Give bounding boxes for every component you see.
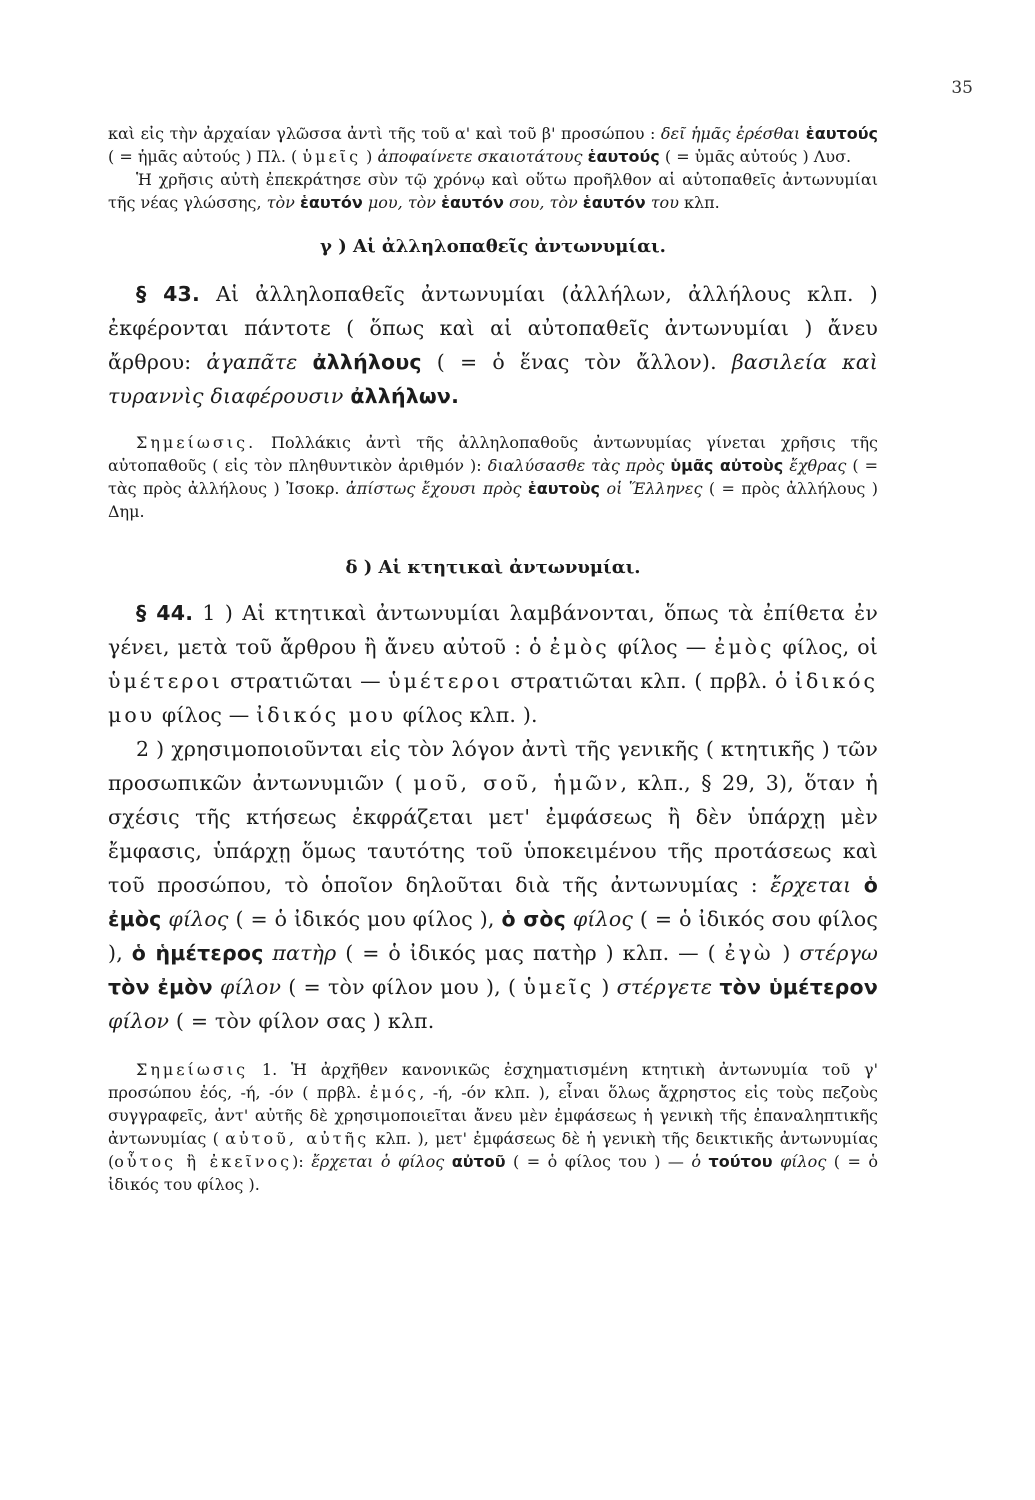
- text: , κλπ., § 29, 3), ὅταν ἡ σχέσις τῆς κτήσεως ἐκφράζεται μετ' ἐμφάσεως ἢ δὲν ὑπάρχῃ μὲν ἔμφασις, ὑπάρχῃ ὅμως ταυτότης τοῦ ὑποκειμένου τῆς προτάσεως καὶ τοῦ προσώπου, τὸ ὁποῖον δηλοῦται διὰ τῆς ἀντωνυμίας :: [108, 771, 878, 897]
- spaced-term: ὑμέτεροι: [108, 669, 223, 693]
- example: ἀποφαίνετε σκαιοτάτους: [377, 147, 583, 166]
- text: καὶ εἰς τὴν ἀρχαίαν γλῶσσα ἀντὶ τῆς τοῦ α' καὶ τοῦ β' προσώπου :: [108, 124, 661, 143]
- spaced-term: ἐμὸς: [549, 635, 610, 659]
- text: φίλος —: [155, 703, 257, 727]
- example: ὁ: [691, 1152, 702, 1171]
- text: ): [594, 975, 617, 999]
- text: ( = τὸν φίλον σας ) κλπ.: [169, 1009, 435, 1033]
- text: ( = ὁ ἰδικός μας πατὴρ ) κλπ. — (: [336, 941, 725, 965]
- text: ( = ὁ ἕνας τὸν ἄλλον).: [421, 350, 732, 374]
- section-number: § 44.: [136, 601, 194, 625]
- bold-term: ἑαυτούς: [805, 124, 878, 143]
- bold-term: ὑμᾶς αὐτοὺς: [670, 456, 784, 475]
- example: στέργετε: [616, 975, 713, 999]
- text: ( = ὁ ἰδικός μου φίλος ),: [228, 907, 502, 931]
- example: δεῖ ἡμᾶς ἐρέσθαι: [660, 124, 801, 143]
- bold-term: ἀλλήλους: [312, 350, 422, 374]
- text: Αἱ ἀλληλοπαθεῖς ἀντωνυμίαι (ἀλλήλων, ἀλλήλους κλπ. ) ἐκφέρονται πάντοτε ( ὅπως καὶ αἱ αὐτοπαθεῖς ἀντωνυμίαι ) ἄνευ ἄρθρου:: [108, 282, 878, 374]
- note-43: [108, 431, 878, 523]
- bold-term: αὐτοῦ: [451, 1152, 506, 1171]
- bold-term: τούτου: [708, 1152, 773, 1171]
- spaced-term: μοῦ, σοῦ, ἡμῶν: [413, 771, 621, 795]
- note-44: [108, 1058, 878, 1196]
- text: φίλος —: [609, 635, 715, 659]
- paragraph-reflexive-ancient: [108, 122, 878, 168]
- example: ἀγαπᾶτε: [206, 350, 298, 374]
- text: κλπ. ), μετ' ἐμφάσεως δὲ ἡ γενικὴ τῆς δεικτικῆς ἀντωνυμίας (: [108, 1129, 879, 1171]
- example: φίλος: [780, 1152, 827, 1171]
- text: , -ή, -όν κλπ. ), εἶναι ὅλως ἄχρηστος εἰς τοὺς πεζοὺς συγγραφεῖς, ἀντ' αὐτῆς δὲ χρησιμοποιεῖται ἄνευ μὲν ἐμφάσεως ἡ γενικὴ τῆς ἐπαναληπτικῆς ἀντωνυμίας (: [108, 1083, 878, 1148]
- spaced-term: ἐμὸς: [714, 635, 775, 659]
- example: βασιλεία καὶ τυραννὶς διαφέρουσιν: [108, 350, 879, 408]
- example: του: [650, 193, 679, 212]
- example: πατὴρ: [272, 941, 337, 965]
- text: ( = ὁ φίλος του ) —: [505, 1152, 692, 1171]
- example: οἱ Ἕλληνες: [606, 479, 703, 498]
- example: στέργω: [799, 941, 878, 965]
- example: τὸν: [266, 193, 295, 212]
- text: 2 ) χρησιμοποιοῦνται εἰς τὸν λόγον ἀντὶ τῆς γενικῆς ( κτητικῆς ) τῶν προσωπικῶν ἀντωνυμιῶν (: [108, 737, 878, 795]
- example: φίλος: [168, 907, 229, 931]
- bold-term: ὁ ἐμὸς: [108, 873, 878, 931]
- bold-term: ὁ σὸς: [501, 907, 567, 931]
- example: ἔρχεται ὁ φίλος: [311, 1152, 445, 1171]
- bold-term: τὸν ἐμὸν: [108, 975, 213, 999]
- example: ἀπίστως ἔχουσι πρὸς: [345, 479, 522, 498]
- bold-term: ἑαυτούς: [587, 147, 660, 166]
- heading-reciprocal-pronouns: γ ) Αἱ ἀλληλοπαθεῖς ἀντωνυμίαι.: [320, 236, 666, 257]
- bold-term: ἑαυτόν: [441, 193, 504, 212]
- text: ( = ἡμᾶς αὐτούς ) Πλ. (: [108, 147, 303, 166]
- section-44-part-1: [108, 596, 878, 732]
- paragraph-reflexive-modern: [108, 168, 878, 214]
- spaced-term: ἰδικός μου: [108, 669, 878, 727]
- spaced-term: αὐτοῦ, αὐτῆς: [225, 1129, 370, 1148]
- spaced-term: ἰδικός μου: [256, 703, 396, 727]
- note-label: Σημείωσις.: [136, 433, 257, 452]
- text: ( = ὑμᾶς αὐτούς ) Λυσ.: [659, 147, 852, 166]
- spaced-term: ὑμεῖς: [302, 147, 362, 166]
- text: ):: [292, 1152, 312, 1171]
- page-content: [108, 122, 878, 1196]
- text: στρατιῶται κλπ. ( πρβλ. ὁ: [502, 669, 795, 693]
- text: ): [773, 941, 800, 965]
- bold-term: τὸν ὑμέτερον: [719, 975, 878, 999]
- section-44-part-2: [108, 732, 878, 1038]
- example: σου, τὸν: [509, 193, 578, 212]
- page-number: 35: [951, 78, 973, 98]
- heading-possessive-pronouns: δ ) Αἱ κτητικαὶ ἀντωνυμίαι.: [345, 557, 641, 578]
- example: φίλος: [572, 907, 634, 931]
- text: στρατιῶται —: [222, 669, 389, 693]
- text: 1. Ἡ ἀρχῆθεν κανονικῶς ἐσχηματισμένη κτητικὴ ἀντωνυμία τοῦ γ' προσώπου ἑός, -ή, -όν ( πρβλ.: [108, 1060, 878, 1102]
- section-number: § 43.: [136, 282, 201, 306]
- text: φίλος κλπ. ).: [395, 703, 538, 727]
- bold-term: ὁ ἡμέτερος: [131, 941, 264, 965]
- example: διαλύσασθε τὰς πρὸς: [487, 456, 665, 475]
- bold-term: ἀλλήλων.: [350, 384, 460, 408]
- bold-term: ἑαυτόν: [582, 193, 646, 212]
- text: ): [361, 147, 378, 166]
- example: μου, τὸν: [367, 193, 437, 212]
- spaced-term: ἐγὼ: [724, 941, 774, 965]
- text: ( = τὰς πρὸς ἀλλήλους ) Ἰσοκρ.: [108, 456, 879, 498]
- text: Πολλάκις ἀντὶ τῆς ἀλληλοπαθοῦς ἀντωνυμίας γίνεται χρῆσις τῆς αὐτοπαθοῦς ( εἰς τὸν πληθυντικὸν ἀριθμόν ):: [108, 433, 878, 475]
- note-label: Σημείωσις: [136, 1060, 249, 1079]
- text: ( = τὸν φίλον μου ), (: [281, 975, 524, 999]
- example: φίλον: [108, 1009, 170, 1033]
- example: ἔχθρας: [789, 456, 847, 475]
- example: ἔρχεται: [770, 873, 852, 897]
- example: φίλον: [219, 975, 282, 999]
- text: φίλος, οἱ: [774, 635, 878, 659]
- text: ( = ὁ ἰδικός σου φίλος ),: [108, 907, 879, 965]
- bold-term: ἑαυτοὺς: [527, 479, 601, 498]
- text: 1 ) Αἱ κτητικαὶ ἀντωνυμίαι λαμβάνονται, ὅπως τὰ ἐπίθετα ἐν γένει, μετὰ τοῦ ἄρθρου ἢ ἄνευ αὐτοῦ : ὁ: [108, 601, 879, 659]
- spaced-term: ὑμέτεροι: [388, 669, 503, 693]
- text: κλπ.: [678, 193, 720, 212]
- text: Ἡ χρῆσις αὐτὴ ἐπεκράτησε σὺν τῷ χρόνῳ καὶ οὕτω προῆλθον αἱ αὐτοπαθεῖς ἀντωνυμίαι τῆς νέας γλώσσης,: [108, 170, 878, 212]
- bold-term: ἑαυτόν: [299, 193, 363, 212]
- text: ( = ὁ ἰδικός του φίλος ).: [108, 1152, 879, 1194]
- section-43: [108, 277, 878, 413]
- spaced-term: ὑμεῖς: [523, 975, 595, 999]
- spaced-term: ἐμός: [369, 1083, 420, 1102]
- spaced-term: οὗτος ἢ ἐκεῖνος: [114, 1152, 293, 1171]
- text: ( = πρὸς ἀλλήλους ) Δημ.: [108, 479, 879, 521]
